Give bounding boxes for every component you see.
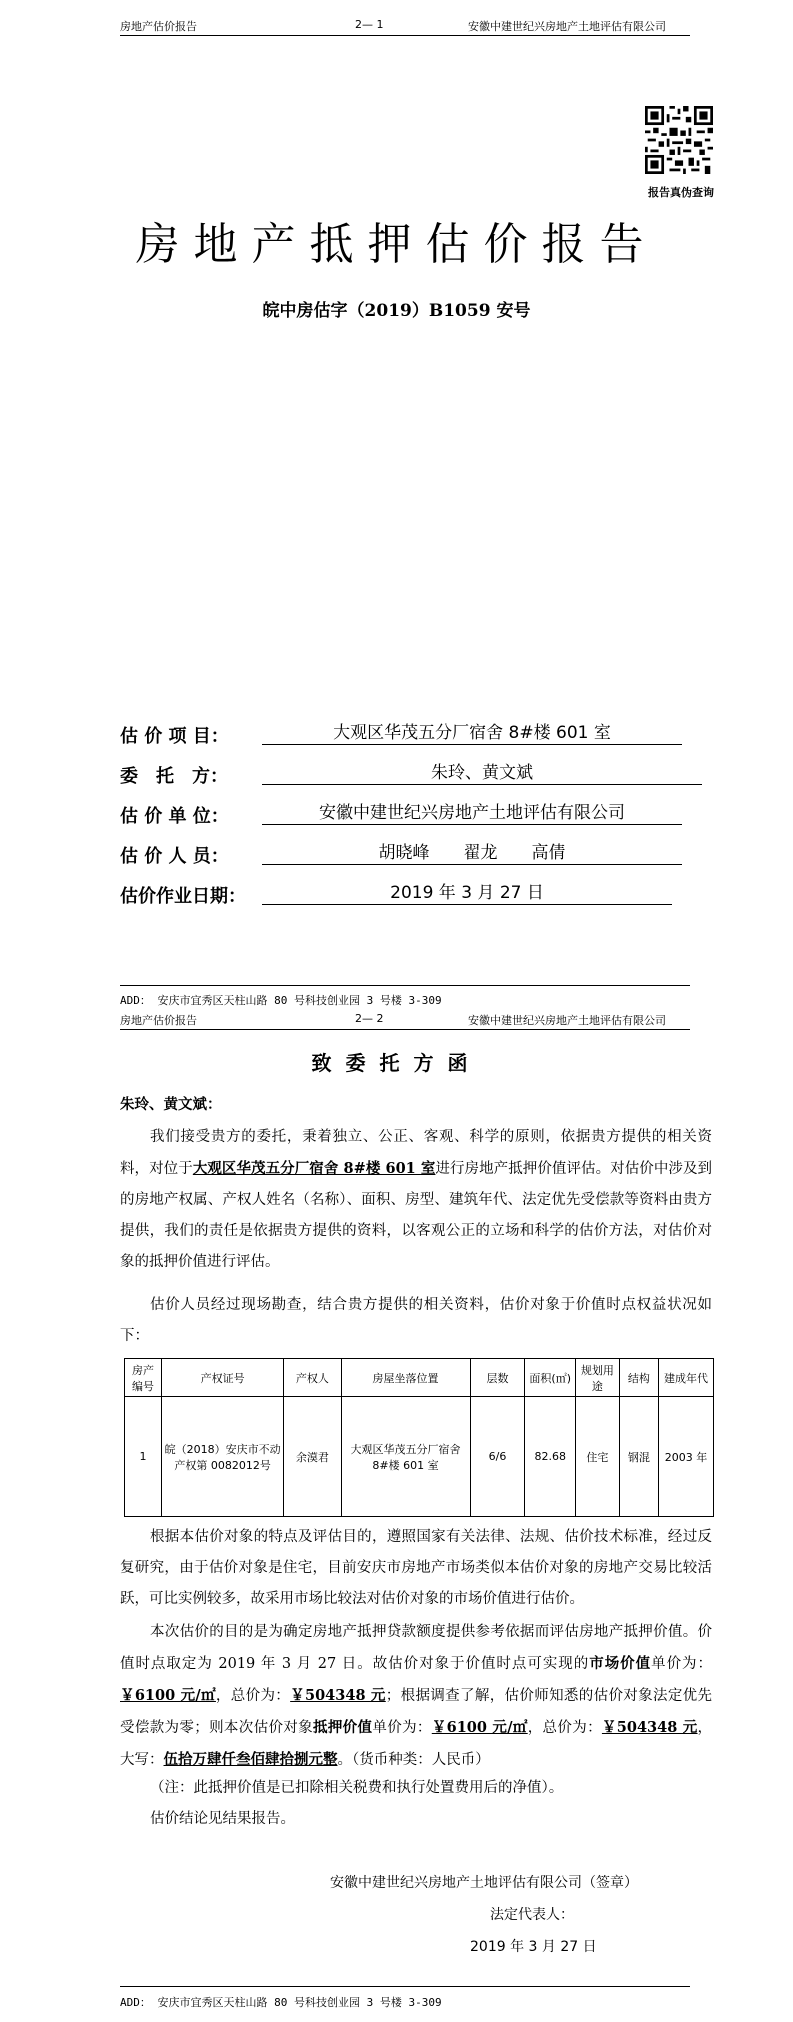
document-number: 皖中房估字（2019）B1059 安号	[262, 301, 531, 321]
letter-paragraph-1: 我们接受贵方的委托，秉着独立、公正、客观、科学的原则，依据贵方提供的相关资料，对位于大观区华茂五分厂宿舍 8#楼 601 室进行房地产抵押价值评估。对估价中涉及到的房地产权属、产权人姓名（名称）、面积、房型、建筑年代、法定优先受偿款等资料由贵方提供，我们的责任是依据贵方提供的资料，以客观公正的立场和科学的估价方法，对估价对象的抵押价值进行评估。	[120, 1129, 713, 1270]
qr-label: 报告真伪查询	[648, 186, 714, 199]
info-label-client: 委 托 方：	[120, 766, 228, 787]
page1-header-right: 安徽中建世纪兴房地产土地评估有限公司	[468, 20, 666, 33]
market-total-price: ￥504348 元	[290, 1687, 386, 1704]
table-cell: 大观区华茂五分厂宿舍 8#楼 601 室	[341, 1397, 470, 1517]
table-header: 产权证号	[162, 1359, 284, 1397]
table-cell: 6/6	[470, 1397, 525, 1517]
letter-paragraph-3: 根据本估价对象的特点及评估目的，遵照国家有关法律、法规、估价技术标准，经过反复研究，由于估价对象是住宅，目前安庆市房地产市场类似本估价对象的房地产交易比较活跃，可比实例较多，故采用市场比较法对估价对象的市场价值进行估价。	[120, 1529, 712, 1607]
mortgage-unit-price: ￥6100 元/㎡	[431, 1719, 528, 1736]
info-value-appraisers: 胡晓峰 翟龙 高倩	[262, 842, 682, 865]
table-cell: 2003 年	[658, 1397, 713, 1517]
market-value-label: 市场价值	[589, 1655, 652, 1672]
table-row	[125, 1397, 714, 1517]
table-cell: 钢混	[619, 1397, 658, 1517]
letter-paragraph-2: 估价人员经过现场勘查，结合贵方提供的相关资料，估价对象于价值时点权益状况如下：	[120, 1297, 712, 1344]
page2-footer-rule	[120, 1986, 690, 1987]
table-header: 面积(㎡)	[525, 1359, 575, 1397]
table-cell: 余漠君	[284, 1397, 341, 1517]
signature-company: 安徽中建世纪兴房地产土地评估有限公司（签章）	[330, 1875, 638, 1891]
info-label-project: 估 价 项 目：	[120, 726, 229, 747]
page1-header-rule	[120, 35, 690, 36]
table-header: 层数	[470, 1359, 525, 1397]
letter-title: 致委托方函	[311, 1051, 482, 1075]
mortgage-value-label: 抵押价值	[312, 1719, 373, 1736]
table-header: 房产编号	[125, 1359, 162, 1397]
info-value-firm: 安徽中建世纪兴房地产土地评估有限公司	[262, 802, 682, 825]
signature-date: 2019 年 3 月 27 日	[470, 1939, 597, 1955]
table-header: 建成年代	[658, 1359, 713, 1397]
page1-footer-rule	[120, 985, 690, 986]
page1-footer-address: ADD： 安庆市宜秀区天柱山路 80 号科技创业园 3 号楼 3-309	[120, 994, 442, 1007]
letter-paragraph-6: 估价结论见结果报告。	[150, 1811, 295, 1827]
property-table	[124, 1358, 714, 1517]
mortgage-total-words: 伍拾万肆仟叁佰肆拾捌元整	[163, 1751, 338, 1768]
page1-header-page: 2— 1	[355, 18, 384, 31]
info-value-date: 2019 年 3 月 27 日	[262, 882, 672, 905]
table-cell: 住宅	[575, 1397, 619, 1517]
page2-header-page: 2— 2	[355, 1012, 384, 1025]
page2-header-left: 房地产估价报告	[120, 1014, 197, 1027]
letter-paragraph-5: （注：此抵押价值是已扣除相关税费和执行处置费用后的净值）。	[150, 1780, 564, 1796]
info-label-appraisers: 估 价 人 员：	[120, 846, 229, 867]
market-unit-price: ￥6100 元/㎡	[120, 1687, 216, 1704]
table-header: 规划用途	[575, 1359, 619, 1397]
table-cell: 82.68	[525, 1397, 575, 1517]
report-title: 房地产抵押估价报告	[135, 219, 658, 270]
table-header: 产权人	[284, 1359, 341, 1397]
table-cell: 皖（2018）安庆市不动产权第 0082012号	[162, 1397, 284, 1517]
table-header-row	[125, 1359, 714, 1397]
page2-header-right: 安徽中建世纪兴房地产土地评估有限公司	[468, 1014, 666, 1027]
info-label-date: 估价作业日期：	[120, 886, 246, 907]
property-location: 大观区华茂五分厂宿舍 8#楼 601 室	[192, 1160, 436, 1177]
letter-salutation: 朱玲、黄文斌：	[120, 1097, 222, 1113]
signature-representative: 法定代表人：	[490, 1907, 574, 1923]
table-cell: 1	[125, 1397, 162, 1517]
info-label-firm: 估 价 单 位：	[120, 806, 229, 827]
info-value-project: 大观区华茂五分厂宿舍 8#楼 601 室	[262, 722, 682, 745]
letter-paragraph-4: 本次估价的目的是为确定房地产抵押贷款额度提供参考依据而评估房地产抵押价值。价值时点取定为 2019 年 3 月 27 日。故估价对象于价值时点可实现的市场价值单价为：￥6100 元/㎡，总价为：￥504348 元；根据调查了解，估价师知悉的估价对象法定优先受偿款为零；则本次估价对象抵押价值单价为：￥6100 元/㎡，总价为：￥504348 元，大写：伍拾万肆仟叁佰肆拾捌元整。（货币种类：人民币）	[120, 1624, 713, 1768]
page2-header-rule	[120, 1029, 690, 1030]
mortgage-total-price: ￥504348 元	[601, 1719, 698, 1736]
page1-header-left: 房地产估价报告	[120, 20, 197, 33]
table-header: 房屋坐落位置	[341, 1359, 470, 1397]
table-header: 结构	[619, 1359, 658, 1397]
qr-code-icon[interactable]	[645, 106, 713, 174]
info-value-client: 朱玲、黄文斌	[262, 762, 702, 785]
page2-footer-address: ADD： 安庆市宜秀区天柱山路 80 号科技创业园 3 号楼 3-309	[120, 1996, 442, 2009]
